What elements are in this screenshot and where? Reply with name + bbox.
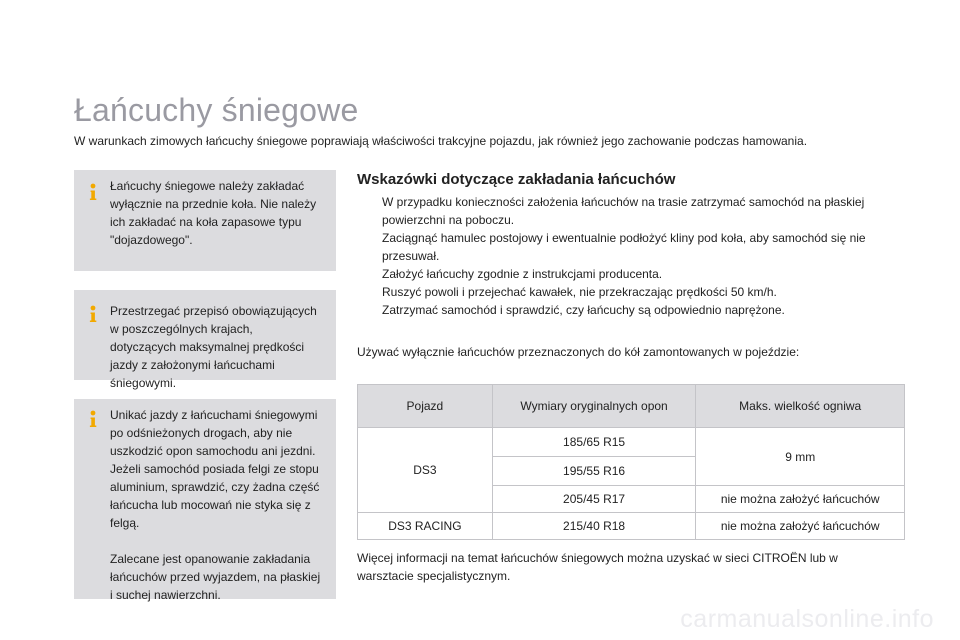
instruction-step: Zaciągnąć hamulec postojowy i ewentualnie podłożyć kliny pod koła, aby samochód się nie przesuwał.: [382, 231, 866, 263]
table-row: [358, 428, 905, 457]
info-note-speed-rules: [74, 290, 336, 390]
info-icon: [86, 304, 100, 324]
tire-cell: 205/45 R17: [492, 486, 696, 513]
note-text: Przestrzegać przepisó obowiązujących w poszczególnych krajach, dotyczących maksymalnej prędkości jazdy z założonymi łańcuchami śniegowymi.: [110, 304, 317, 390]
instruction-step: Zatrzymać samochód i sprawdzić, czy łańcuchy są odpowiednio naprężone.: [382, 303, 785, 317]
note-text: Łańcuchy śniegowe należy zakładać wyłącznie na przednie koła. Nie należy ich zakładać na koła zapasowe typu "dojazdowego".: [110, 179, 317, 247]
usage-text: Używać wyłącznie łańcuchów przeznaczonych do kół zamontowanych w pojeździe:: [357, 345, 800, 359]
info-icon: [86, 409, 100, 429]
chains-table: [357, 384, 905, 540]
instruction-step: Założyć łańcuchy zgodnie z instrukcjami producenta.: [382, 267, 663, 281]
info-note-front-wheels: [74, 170, 336, 271]
link-size-cell: 9 mm: [696, 428, 905, 486]
column-header: Pojazd: [358, 385, 493, 428]
instruction-step: W przypadku konieczności założenia łańcuchów na trasie zatrzymać samochód na płaskiej powierzchni na poboczu.: [382, 195, 865, 227]
column-header: Wymiary oryginalnych opon: [492, 385, 696, 428]
table-header-row: [358, 385, 905, 428]
column-header: Maks. wielkość ogniwa: [696, 385, 905, 428]
more-info-text: Więcej informacji na temat łańcuchów śniegowych można uzyskać w sieci CITROËN lub w warsztacie specjalistycznym.: [357, 551, 838, 583]
watermark: carmanualsonline.info: [680, 605, 934, 633]
instruction-steps: [357, 193, 897, 319]
tire-cell: 185/65 R15: [492, 428, 696, 457]
link-size-cell: nie można założyć łańcuchów: [696, 513, 905, 540]
link-size-cell: nie można założyć łańcuchów: [696, 486, 905, 513]
note-text-recommendation: Zalecane jest opanowanie zakładania łańcuchów przed wyjazdem, na płaskiej i suchej nawierzchni.: [110, 552, 321, 602]
vehicle-cell: DS3: [358, 428, 493, 513]
info-icon: [86, 182, 100, 202]
table-row: [358, 513, 905, 540]
tire-cell: 215/40 R18: [492, 513, 696, 540]
tire-cell: 195/55 R16: [492, 457, 696, 486]
info-note-cleared-roads: [74, 399, 336, 602]
page-title: Łańcuchy śniegowe: [74, 92, 359, 128]
instruction-step: Ruszyć powoli i przejechać kawałek, nie przekraczając prędkości 50 km/h.: [382, 285, 777, 299]
note-text: Unikać jazdy z łańcuchami śniegowymi po odśnieżonych drogach, aby nie uszkodzić opon samochodu ani jezdni. Jeżeli samochód posiada felgi ze stopu aluminium, sprawdzić, czy żadna część łańcucha lub mocowań nie styka się z felgą.: [110, 408, 320, 530]
instructions-heading: Wskazówki dotyczące zakładania łańcuchów: [357, 171, 676, 188]
intro-text: W warunkach zimowych łańcuchy śniegowe poprawiają właściwości trakcyjne pojazdu, jak również jego zachowanie podczas hamowania.: [74, 134, 808, 148]
vehicle-cell: DS3 RACING: [358, 513, 493, 540]
